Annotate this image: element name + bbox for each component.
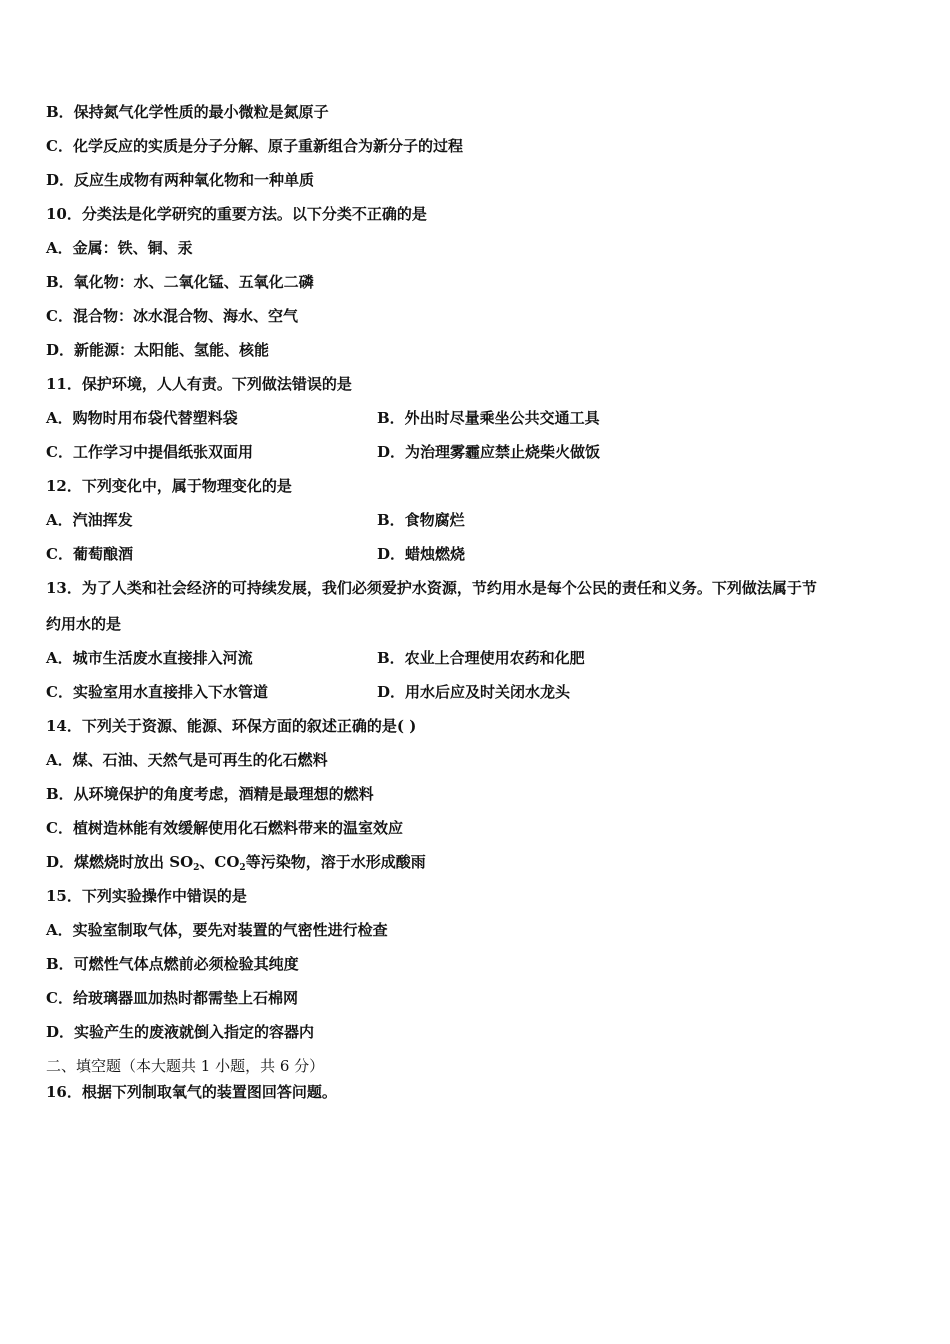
q14-option-c: C．植树造林能有效缓解使用化石燃料带来的温室效应: [46, 819, 403, 837]
q13-stem-line1: 13．为了人类和社会经济的可持续发展，我们必须爱护水资源，节约用水是每个公民的责任和义务。下列做法属于节: [46, 579, 817, 597]
q15-option-d: D．实验产生的废液就倒入指定的容器内: [46, 1023, 315, 1041]
q13-option-a: A．城市生活废水直接排入河流: [46, 649, 253, 667]
q13-stem-line2: 约用水的是: [46, 615, 122, 633]
q13-option-c: C．实验室用水直接排入下水管道: [46, 683, 268, 701]
q10-option-d: D．新能源：太阳能、氢能、核能: [46, 341, 270, 359]
q15-option-a: A．实验室制取气体，要先对装置的气密性进行检查: [46, 921, 388, 939]
section-title-fill-in: 二、填空题（本大题共 1 小题，共 6 分）: [46, 1057, 325, 1075]
q12-option-c: C．葡萄酿酒: [46, 545, 133, 563]
q11-stem: 11．保护环境，人人有责。下列做法错误的是: [46, 375, 352, 393]
q9-option-b: B．保持氮气化学性质的最小微粒是氮原子: [46, 103, 329, 121]
q15-option-b: B．可燃性气体点燃前必须检验其纯度: [46, 955, 299, 973]
q15-option-c: C．给玻璃器皿加热时都需垫上石棉网: [46, 989, 298, 1007]
q10-option-b: B．氧化物：水、二氧化锰、五氧化二磷: [46, 273, 314, 291]
q11-option-d: D．为治理雾霾应禁止烧柴火做饭: [377, 443, 601, 461]
q14d-text-middle: 、CO: [199, 853, 240, 871]
q14d-subscript-1: 2: [193, 863, 200, 873]
q14d-subscript-2: 2: [239, 863, 246, 873]
q14-option-b: B．从环境保护的角度考虑，酒精是最理想的燃料: [46, 785, 374, 803]
q12-option-d: D．蜡烛燃烧: [377, 545, 466, 563]
q9-option-c: C．化学反应的实质是分子分解、原子重新组合为新分子的过程: [46, 137, 463, 155]
q12-option-a: A．汽油挥发: [46, 511, 133, 529]
q15-stem: 15．下列实验操作中错误的是: [46, 887, 247, 905]
q10-option-c: C．混合物：冰水混合物、海水、空气: [46, 307, 298, 325]
q14d-text-end: 等污染物，溶于水形成酸雨: [245, 853, 426, 871]
q10-option-a: A．金属：铁、铜、汞: [46, 239, 193, 257]
q14-option-d: [46, 852, 426, 872]
q11-option-c: C．工作学习中提倡纸张双面用: [46, 443, 253, 461]
q9-option-d: D．反应生成物有两种氧化物和一种单质: [46, 171, 315, 189]
q11-option-b: B．外出时尽量乘坐公共交通工具: [377, 409, 600, 427]
q14-option-a: A．煤、石油、天然气是可再生的化石燃料: [46, 751, 328, 769]
q13-option-b: B．农业上合理使用农药和化肥: [377, 649, 585, 667]
q12-option-b: B．食物腐烂: [377, 511, 465, 529]
q12-stem: 12．下列变化中，属于物理变化的是: [46, 477, 292, 495]
q10-stem: 10．分类法是化学研究的重要方法。以下分类不正确的是: [46, 205, 427, 223]
q14d-text-start: D．煤燃烧时放出 SO: [46, 853, 194, 871]
q11-option-a: A．购物时用布袋代替塑料袋: [46, 409, 238, 427]
q14-stem: 14．下列关于资源、能源、环保方面的叙述正确的是( ): [46, 717, 417, 735]
q16-stem: 16．根据下列制取氧气的装置图回答问题。: [46, 1083, 337, 1101]
q13-option-d: D．用水后应及时关闭水龙头: [377, 683, 571, 701]
